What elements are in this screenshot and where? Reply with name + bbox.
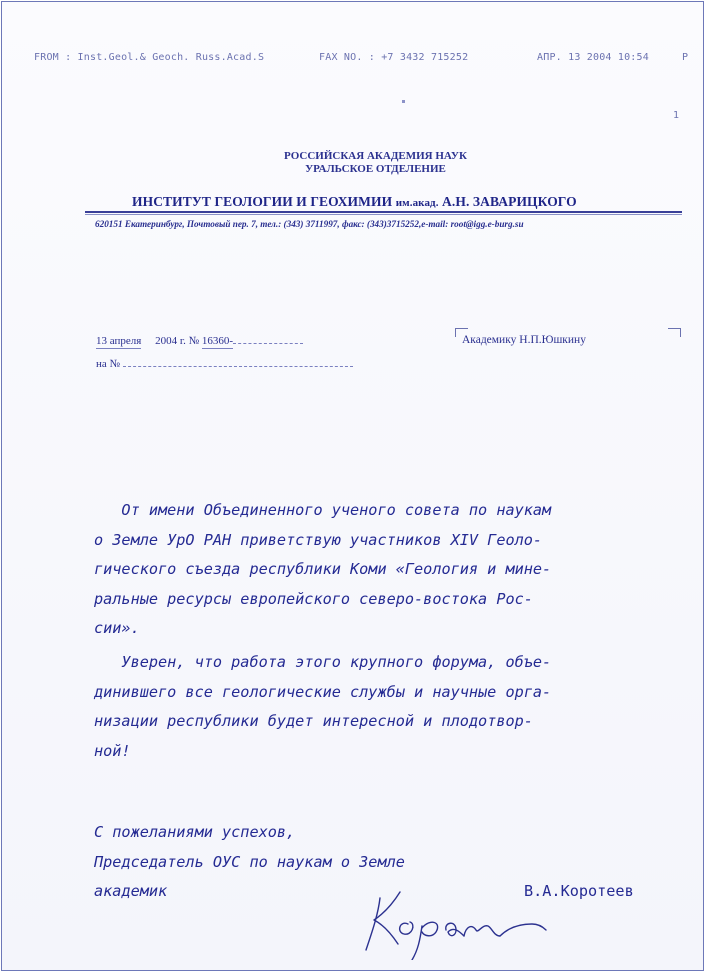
branch-name: УРАЛЬСКОЕ ОТДЕЛЕНИЕ	[305, 163, 446, 175]
institute-address: 620151 Екатеринбург, Почтовый пер. 7, тел.: (343) 3711997, факс: (343)3715252,e-mail: root@igg.e-burg.su	[95, 219, 524, 229]
page-number: 1	[673, 110, 680, 121]
fax-page-marker: P	[682, 52, 689, 63]
academy-name: РОССИЙСКАЯ АКАДЕМИЯ НАУК	[284, 150, 467, 162]
institute-honor: им.акад.	[395, 197, 439, 209]
reply-label: на №	[96, 358, 121, 370]
outgoing-reference	[96, 333, 303, 347]
body-paragraph-2: Уверен, что работа этого крупного форума, объе- динившего все геологические службы и научные орга- низации республики будет интересной и плодотвор- ной!	[94, 653, 552, 760]
signer-name: В.А.Коротеев	[524, 882, 634, 900]
signer-title: академик	[94, 882, 168, 900]
addressee: Академику Н.П.Юшкину	[462, 334, 586, 346]
fax-from: FROM : Inst.Geol.& Geoch. Russ.Acad.S	[34, 52, 265, 63]
incoming-reference	[96, 356, 353, 370]
reply-blank	[123, 356, 353, 367]
fax-datetime: АПР. 13 2004 10:54	[537, 52, 649, 63]
letter-year: 2004 г. №	[155, 335, 200, 347]
number-blank	[233, 333, 303, 344]
fax-header	[34, 52, 690, 68]
letter-number: 16360-	[201, 335, 234, 347]
letter-date: 13 апреля	[96, 335, 142, 347]
body-paragraph-1: От имени Объединенного ученого совета по наукам о Земле УрО РАН приветствую участников XIV Геоло- гического съезда республики Коми «Геология и мине- ральные ресурсы европейского северо-востока Рос- сии».	[94, 501, 552, 637]
signer-position: Председатель ОУС по наукам о Земле	[94, 853, 405, 871]
fax-number: FAX NO. : +7 3432 715252	[319, 52, 469, 63]
institute-main: ИНСТИТУТ ГЕОЛОГИИ И ГЕОХИМИИ	[132, 194, 393, 209]
institute-name: А.Н. ЗАВАРИЦКОГО	[442, 194, 577, 209]
institute-title	[132, 194, 652, 210]
fax-speck	[402, 100, 405, 103]
closing-wishes: С пожеланиями успехов,	[94, 823, 296, 841]
letterhead-rule	[85, 211, 682, 213]
letterhead-rule-thin	[85, 214, 682, 215]
address-corner-right	[668, 328, 681, 337]
handwritten-signature	[360, 880, 550, 960]
